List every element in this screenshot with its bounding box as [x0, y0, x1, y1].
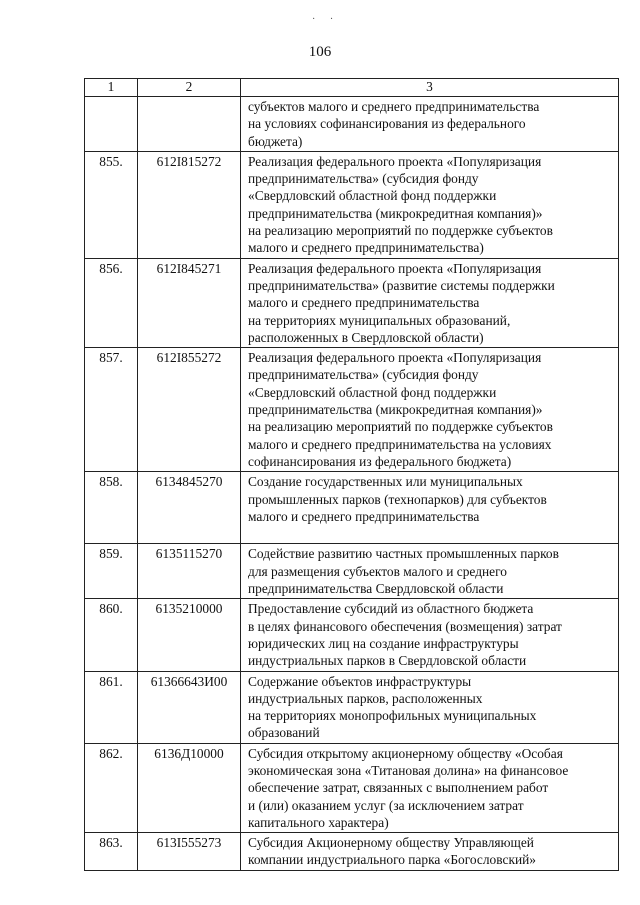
target-article-code [138, 97, 241, 152]
description-line: Создание государственных или муниципальных [248, 474, 523, 490]
description-line: предпринимательства Свердловской области [248, 581, 504, 597]
description-line: на территориях муниципальных образований, [248, 312, 511, 328]
article-description [241, 544, 619, 599]
description-line: промышленных парков (технопарков) для субъектов [248, 491, 547, 507]
table-row [85, 472, 619, 544]
description-line: Реализация федерального проекта «Популяризация [248, 153, 542, 169]
target-article-code: 6136Д10000 [138, 743, 241, 832]
description-line: субъектов малого и среднего предпринимательства [248, 99, 540, 114]
article-description [241, 833, 619, 871]
description-line: бюджета) [248, 133, 303, 149]
article-description [241, 258, 619, 347]
target-article-code: 613I555273 [138, 833, 241, 871]
row-number: 859. [85, 544, 138, 599]
article-description [241, 671, 619, 743]
description-line: предпринимательства» (развитие системы поддержки [248, 277, 555, 293]
row-number: 862. [85, 743, 138, 832]
row-number: 860. [85, 599, 138, 671]
target-article-code: 6134845270 [138, 472, 241, 544]
row-number: 857. [85, 348, 138, 472]
header-mark: · · [312, 14, 340, 25]
description-line: предпринимательства (микрокредитная компания)» [248, 205, 543, 221]
target-article-code: 612I815272 [138, 151, 241, 258]
article-description [241, 743, 619, 832]
description-line: экономическая зона «Титановая долина» на финансовое [248, 762, 569, 778]
table-row [85, 599, 619, 671]
description-line: образований [248, 725, 320, 741]
description-line: малого и среднего предпринимательства [248, 508, 480, 524]
row-number: 856. [85, 258, 138, 347]
article-description [241, 151, 619, 258]
description-line: Содержание объектов инфраструктуры [248, 673, 472, 689]
description-line: индустриальных парков в Свердловской области [248, 653, 527, 669]
description-line [248, 525, 614, 542]
description-line: «Свердловский областной фонд поддержки [248, 384, 497, 400]
article-description [241, 472, 619, 544]
article-description [241, 348, 619, 472]
description-line: софинансирования из федерального бюджета) [248, 453, 512, 469]
page-number: 106 [308, 44, 332, 60]
description-line: предпринимательства» (субсидия фонду [248, 171, 479, 187]
description-line: индустриальных парков, расположенных [248, 690, 483, 706]
description-line: предпринимательства (микрокредитная компания)» [248, 402, 543, 418]
description-line: юридических лиц на создание инфраструктуры [248, 635, 519, 651]
description-line: малого и среднего предпринимательства на условиях [248, 436, 552, 452]
target-article-code: 6135115270 [138, 544, 241, 599]
article-description [241, 599, 619, 671]
table-row [85, 743, 619, 832]
article-description [241, 97, 619, 152]
description-line: Реализация федерального проекта «Популяризация [248, 260, 542, 276]
description-line: малого и среднего предпринимательства) [248, 240, 484, 256]
description-line: на территориях монопрофильных муниципальных [248, 708, 537, 724]
description-line: предпринимательства» (субсидия фонду [248, 367, 479, 383]
table-row [85, 833, 619, 871]
table-header-row [85, 79, 619, 97]
column-header: 1 [85, 79, 138, 97]
description-line: малого и среднего предпринимательства [248, 295, 480, 311]
description-line: для размещения субъектов малого и среднего [248, 563, 507, 579]
description-line: на реализацию мероприятий по поддержке субъектов [248, 419, 553, 435]
description-line: обеспечение затрат, связанных с выполнением работ [248, 780, 549, 796]
table-row [85, 97, 619, 152]
table-row [85, 348, 619, 472]
row-number: 858. [85, 472, 138, 544]
target-article-code: 6135210000 [138, 599, 241, 671]
description-line: расположенных в Свердловской области) [248, 329, 484, 345]
budget-classification-table [84, 78, 619, 871]
description-line: «Свердловский областной фонд поддержки [248, 188, 497, 204]
table-row [85, 151, 619, 258]
table-row [85, 258, 619, 347]
description-line: на реализацию мероприятий по поддержке субъектов [248, 223, 553, 239]
description-line: Субсидия Акционерному обществу Управляющей [248, 835, 534, 851]
description-line: Содействие развитию частных промышленных парков [248, 546, 559, 562]
column-header: 2 [138, 79, 241, 97]
table-row [85, 544, 619, 599]
description-line: Реализация федерального проекта «Популяризация [248, 350, 542, 366]
description-line: Субсидия открытому акционерному обществу «Особая [248, 745, 563, 761]
description-line: и (или) оказанием услуг (за исключением затрат [248, 797, 524, 813]
target-article-code: 61366643И00 [138, 671, 241, 743]
target-article-code: 612I855272 [138, 348, 241, 472]
description-line: на условиях софинансирования из федерального [248, 116, 526, 132]
target-article-code: 612I845271 [138, 258, 241, 347]
column-header: 3 [241, 79, 619, 97]
description-line: в целях финансового обеспечения (возмещения) затрат [248, 618, 562, 634]
description-line: Предоставление субсидий из областного бюджета [248, 601, 534, 617]
row-number: 863. [85, 833, 138, 871]
description-line: капитального характера) [248, 814, 389, 830]
table-body [85, 97, 619, 871]
row-number [85, 97, 138, 152]
row-number: 855. [85, 151, 138, 258]
row-number: 861. [85, 671, 138, 743]
table-row [85, 671, 619, 743]
description-line: компании индустриального парка «Богословский» [248, 852, 536, 868]
